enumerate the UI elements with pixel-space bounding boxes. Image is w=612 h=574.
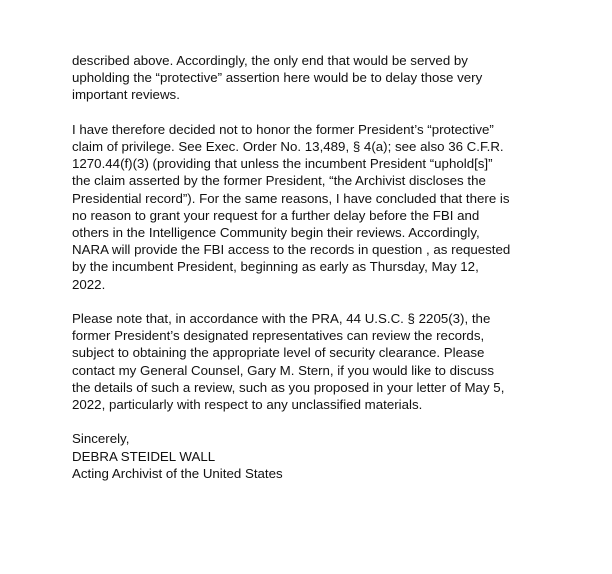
letter-paragraph-3: Please note that, in accordance with the PRA, 44 U.S.C. § 2205(3), the former President’s designated representatives can review the records, subject to obtaining the appropriate level of security clearance. Please contact my General Counsel, Gary M. Stern, if you would like to discuss the details of such a review, such as you proposed in your letter of May 5, 2022, particularly with respect to any unclassified materials. <box>72 311 505 413</box>
signer-title: Acting Archivist of the United States <box>72 465 283 481</box>
signer-name: DEBRA STEIDEL WALL <box>72 448 216 464</box>
closing-salutation: Sincerely, <box>72 431 130 447</box>
letter-page <box>72 52 544 482</box>
letter-paragraph-1: described above. Accordingly, the only end that would be served by upholding the “protective” assertion here would be to delay those very important reviews. <box>72 53 483 103</box>
letter-paragraph-2: I have therefore decided not to honor the former President’s “protective” claim of privilege. See Exec. Order No. 13,489, § 4(a); see also 36 C.F.R. 1270.44(f)(3) (providing that unless the incumbent President “uphold[s]” the claim asserted by the former President, “the Archivist discloses the Presidential record”). For the same reasons, I have concluded that there is no reason to grant your request for a further delay before the FBI and others in the Intelligence Community begin their reviews. Accordingly, NARA will provide the FBI access to the records in question , as requested by the incumbent President, beginning as early as Thursday, May 12, 2022. <box>72 121 511 292</box>
signature-block <box>72 430 544 482</box>
